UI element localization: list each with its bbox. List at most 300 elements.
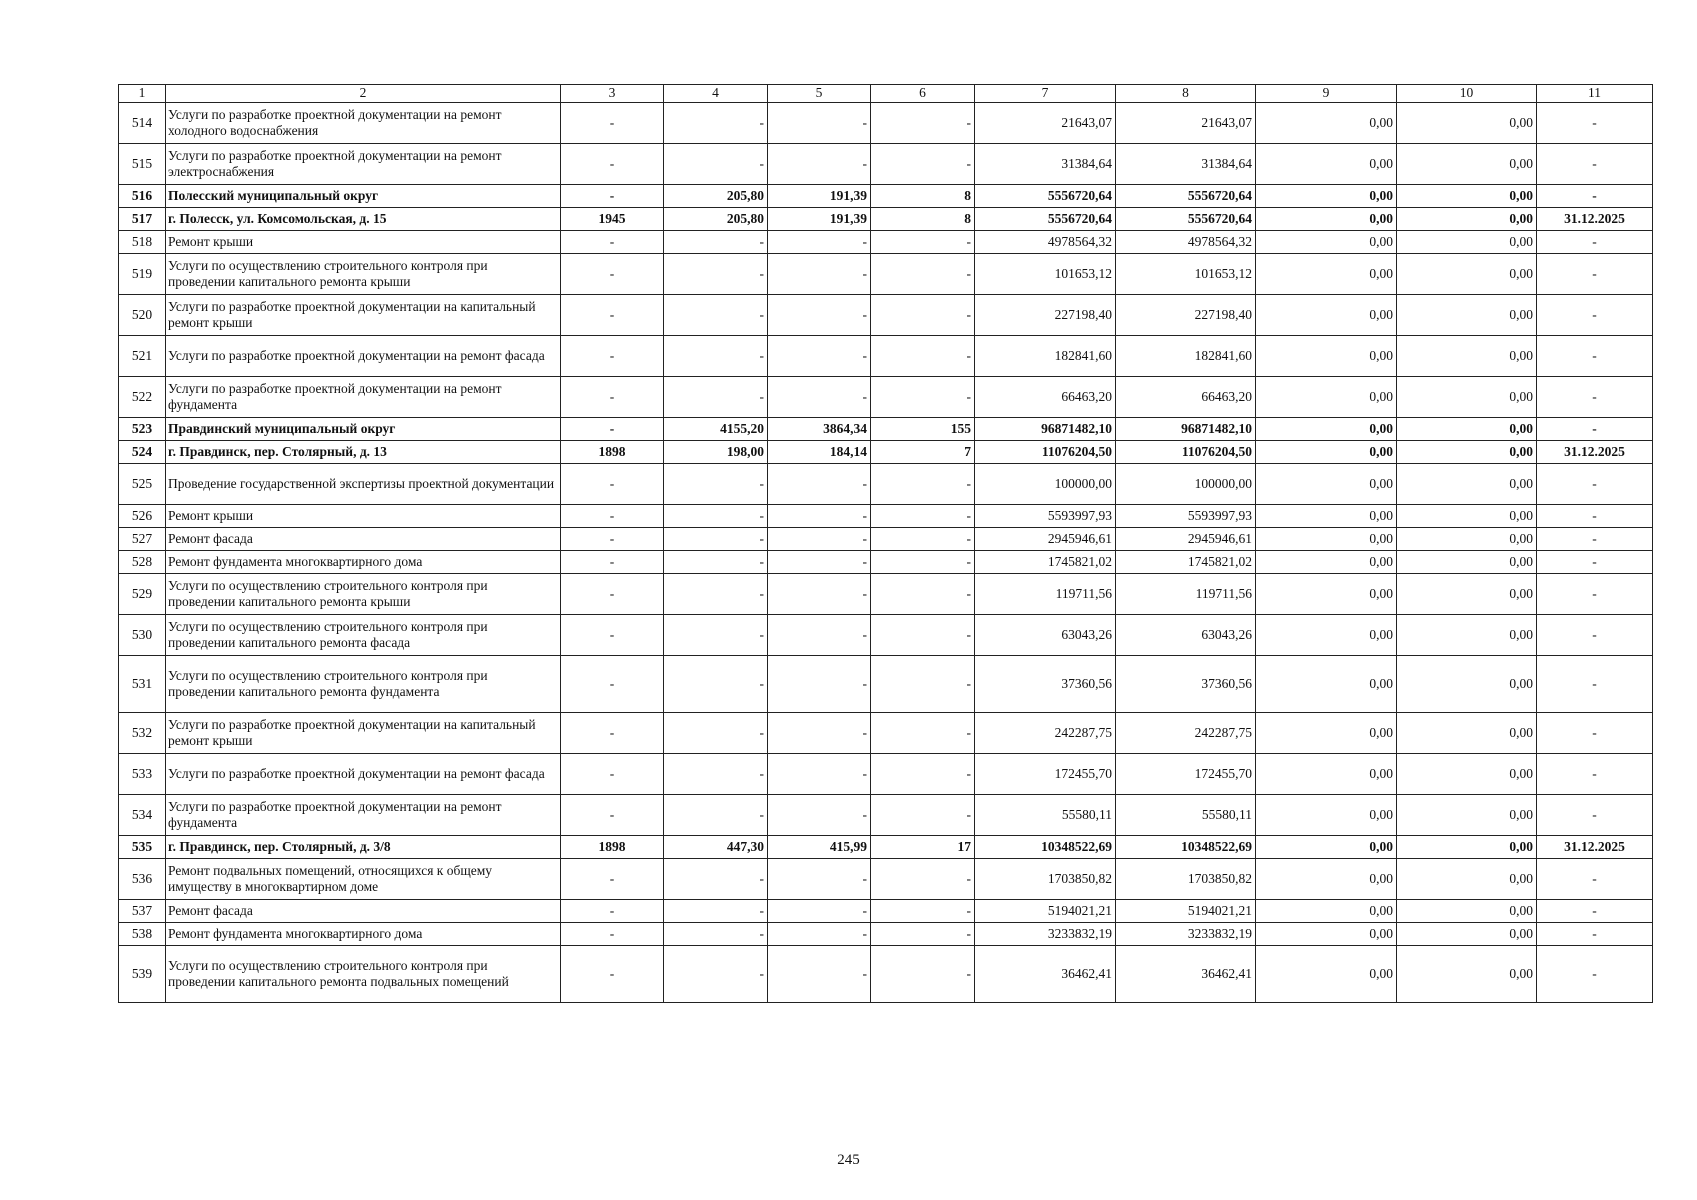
table-row [119, 144, 1653, 185]
table-row [119, 551, 1653, 574]
cell-living-area: 415,99 [768, 836, 871, 859]
cell-deadline: - [1537, 336, 1653, 377]
cell-fund-cost: 36462,41 [1116, 946, 1256, 1003]
cell-fund-cost: 63043,26 [1116, 615, 1256, 656]
cell-deadline: - [1537, 713, 1653, 754]
cell-residents: - [871, 713, 975, 754]
cell-owners-cost: 0,00 [1397, 418, 1537, 441]
cell-budget-cost: 0,00 [1256, 574, 1397, 615]
cell-total-area: - [664, 551, 768, 574]
cell-deadline: - [1537, 377, 1653, 418]
cell-residents: - [871, 859, 975, 900]
table-row [119, 185, 1653, 208]
cell-deadline: - [1537, 144, 1653, 185]
cell-work-name: г. Правдинск, пер. Столярный, д. 3/8 [166, 836, 561, 859]
cell-work-name: Услуги по разработке проектной документации на ремонт фундамента [166, 377, 561, 418]
table-row [119, 377, 1653, 418]
cell-total-cost: 101653,12 [975, 254, 1116, 295]
cell-total-cost: 182841,60 [975, 336, 1116, 377]
cell-living-area: - [768, 713, 871, 754]
cell-row-number: 535 [119, 836, 166, 859]
cell-build-year: - [561, 574, 664, 615]
cell-budget-cost: 0,00 [1256, 418, 1397, 441]
column-header-7: 7 [975, 85, 1116, 103]
cell-build-year: - [561, 713, 664, 754]
cell-residents: 17 [871, 836, 975, 859]
cell-total-area: - [664, 574, 768, 615]
cell-work-name: Полесский муниципальный округ [166, 185, 561, 208]
cell-budget-cost: 0,00 [1256, 615, 1397, 656]
cell-owners-cost: 0,00 [1397, 208, 1537, 231]
cell-residents: - [871, 574, 975, 615]
cell-living-area: - [768, 795, 871, 836]
cell-living-area: - [768, 859, 871, 900]
cell-total-area: - [664, 254, 768, 295]
cell-row-number: 536 [119, 859, 166, 900]
cell-budget-cost: 0,00 [1256, 795, 1397, 836]
cell-total-cost: 37360,56 [975, 656, 1116, 713]
column-header-6: 6 [871, 85, 975, 103]
cell-living-area: 3864,34 [768, 418, 871, 441]
cell-owners-cost: 0,00 [1397, 713, 1537, 754]
cell-budget-cost: 0,00 [1256, 336, 1397, 377]
cell-fund-cost: 5556720,64 [1116, 208, 1256, 231]
cell-residents: - [871, 505, 975, 528]
cell-deadline: - [1537, 231, 1653, 254]
cell-residents: - [871, 946, 975, 1003]
cell-build-year: - [561, 754, 664, 795]
cell-row-number: 520 [119, 295, 166, 336]
cell-row-number: 532 [119, 713, 166, 754]
cell-total-cost: 5556720,64 [975, 185, 1116, 208]
cell-row-number: 526 [119, 505, 166, 528]
cell-owners-cost: 0,00 [1397, 923, 1537, 946]
cell-total-area: - [664, 295, 768, 336]
table-row [119, 946, 1653, 1003]
cell-total-area: - [664, 923, 768, 946]
table-row [119, 574, 1653, 615]
cell-fund-cost: 37360,56 [1116, 656, 1256, 713]
cell-residents: - [871, 464, 975, 505]
cell-living-area: - [768, 574, 871, 615]
cell-total-area: - [664, 144, 768, 185]
cell-fund-cost: 31384,64 [1116, 144, 1256, 185]
cell-total-cost: 119711,56 [975, 574, 1116, 615]
cell-living-area: 191,39 [768, 208, 871, 231]
cell-build-year: - [561, 144, 664, 185]
cell-build-year: - [561, 464, 664, 505]
table-row [119, 418, 1653, 441]
cell-total-cost: 96871482,10 [975, 418, 1116, 441]
cell-living-area: - [768, 254, 871, 295]
cell-deadline: - [1537, 295, 1653, 336]
cell-owners-cost: 0,00 [1397, 754, 1537, 795]
cell-row-number: 516 [119, 185, 166, 208]
cell-living-area: - [768, 295, 871, 336]
cell-deadline: - [1537, 615, 1653, 656]
cell-work-name: Услуги по разработке проектной документации на ремонт фундамента [166, 795, 561, 836]
cell-fund-cost: 1745821,02 [1116, 551, 1256, 574]
cell-residents: - [871, 231, 975, 254]
cell-row-number: 517 [119, 208, 166, 231]
cell-fund-cost: 101653,12 [1116, 254, 1256, 295]
cell-deadline: - [1537, 254, 1653, 295]
cell-total-area: - [664, 377, 768, 418]
cell-total-cost: 31384,64 [975, 144, 1116, 185]
cell-row-number: 530 [119, 615, 166, 656]
cell-work-name: Услуги по осуществлению строительного контроля при проведении капитального ремонта фасада [166, 615, 561, 656]
cell-owners-cost: 0,00 [1397, 295, 1537, 336]
cell-row-number: 515 [119, 144, 166, 185]
cell-row-number: 534 [119, 795, 166, 836]
column-header-4: 4 [664, 85, 768, 103]
cell-build-year: - [561, 505, 664, 528]
cell-build-year: - [561, 946, 664, 1003]
cell-deadline: - [1537, 464, 1653, 505]
cell-residents: - [871, 336, 975, 377]
cell-owners-cost: 0,00 [1397, 505, 1537, 528]
cell-total-cost: 5593997,93 [975, 505, 1116, 528]
cell-total-cost: 2945946,61 [975, 528, 1116, 551]
cell-budget-cost: 0,00 [1256, 713, 1397, 754]
cell-owners-cost: 0,00 [1397, 836, 1537, 859]
cell-fund-cost: 66463,20 [1116, 377, 1256, 418]
cell-fund-cost: 100000,00 [1116, 464, 1256, 505]
cell-total-cost: 100000,00 [975, 464, 1116, 505]
cell-build-year: - [561, 254, 664, 295]
cell-total-area: - [664, 795, 768, 836]
cell-fund-cost: 21643,07 [1116, 103, 1256, 144]
cell-owners-cost: 0,00 [1397, 336, 1537, 377]
cell-fund-cost: 3233832,19 [1116, 923, 1256, 946]
cell-budget-cost: 0,00 [1256, 144, 1397, 185]
cell-deadline: - [1537, 505, 1653, 528]
cell-living-area: - [768, 754, 871, 795]
cell-total-cost: 1703850,82 [975, 859, 1116, 900]
cell-deadline: - [1537, 754, 1653, 795]
cell-total-area: 205,80 [664, 208, 768, 231]
cell-row-number: 522 [119, 377, 166, 418]
cell-fund-cost: 96871482,10 [1116, 418, 1256, 441]
cell-work-name: Услуги по разработке проектной документации на капитальный ремонт крыши [166, 713, 561, 754]
cell-residents: - [871, 103, 975, 144]
cell-fund-cost: 182841,60 [1116, 336, 1256, 377]
cell-fund-cost: 5194021,21 [1116, 900, 1256, 923]
cell-budget-cost: 0,00 [1256, 900, 1397, 923]
cell-owners-cost: 0,00 [1397, 795, 1537, 836]
cell-living-area: - [768, 946, 871, 1003]
cell-budget-cost: 0,00 [1256, 185, 1397, 208]
cell-living-area: - [768, 528, 871, 551]
cell-fund-cost: 242287,75 [1116, 713, 1256, 754]
cell-owners-cost: 0,00 [1397, 859, 1537, 900]
cell-total-area: - [664, 103, 768, 144]
table-row [119, 441, 1653, 464]
table-row [119, 295, 1653, 336]
cell-living-area: - [768, 464, 871, 505]
cell-budget-cost: 0,00 [1256, 254, 1397, 295]
cell-living-area: - [768, 231, 871, 254]
cell-total-cost: 5194021,21 [975, 900, 1116, 923]
cell-fund-cost: 172455,70 [1116, 754, 1256, 795]
cell-living-area: 184,14 [768, 441, 871, 464]
cell-budget-cost: 0,00 [1256, 656, 1397, 713]
cell-deadline: - [1537, 574, 1653, 615]
cell-build-year: - [561, 185, 664, 208]
cell-residents: 7 [871, 441, 975, 464]
cell-build-year: - [561, 923, 664, 946]
cell-residents: - [871, 551, 975, 574]
cell-owners-cost: 0,00 [1397, 441, 1537, 464]
cell-owners-cost: 0,00 [1397, 574, 1537, 615]
cell-residents: 8 [871, 185, 975, 208]
cell-total-cost: 227198,40 [975, 295, 1116, 336]
cell-living-area: - [768, 551, 871, 574]
cell-total-area: 198,00 [664, 441, 768, 464]
cell-owners-cost: 0,00 [1397, 656, 1537, 713]
cell-living-area: - [768, 900, 871, 923]
cell-budget-cost: 0,00 [1256, 836, 1397, 859]
cell-build-year: - [561, 551, 664, 574]
cell-living-area: - [768, 615, 871, 656]
cell-owners-cost: 0,00 [1397, 185, 1537, 208]
table-row [119, 859, 1653, 900]
cell-deadline: - [1537, 859, 1653, 900]
cell-deadline: 31.12.2025 [1537, 441, 1653, 464]
cell-row-number: 525 [119, 464, 166, 505]
cell-total-cost: 11076204,50 [975, 441, 1116, 464]
cell-total-cost: 1745821,02 [975, 551, 1116, 574]
cell-work-name: Услуги по осуществлению строительного контроля при проведении капитального ремонта крыши [166, 574, 561, 615]
cell-build-year: - [561, 795, 664, 836]
cell-fund-cost: 119711,56 [1116, 574, 1256, 615]
cell-fund-cost: 5593997,93 [1116, 505, 1256, 528]
cell-budget-cost: 0,00 [1256, 923, 1397, 946]
cell-deadline: 31.12.2025 [1537, 836, 1653, 859]
cell-owners-cost: 0,00 [1397, 254, 1537, 295]
cell-work-name: Ремонт фундамента многоквартирного дома [166, 551, 561, 574]
cell-total-area: - [664, 528, 768, 551]
cell-living-area: - [768, 336, 871, 377]
cell-work-name: Услуги по разработке проектной документации на ремонт фасада [166, 754, 561, 795]
cell-deadline: - [1537, 900, 1653, 923]
cell-living-area: 191,39 [768, 185, 871, 208]
table-row [119, 103, 1653, 144]
table-row [119, 836, 1653, 859]
cell-budget-cost: 0,00 [1256, 377, 1397, 418]
cell-work-name: Услуги по разработке проектной документации на ремонт холодного водоснабжения [166, 103, 561, 144]
column-header-10: 10 [1397, 85, 1537, 103]
cell-total-cost: 21643,07 [975, 103, 1116, 144]
cell-total-area: - [664, 713, 768, 754]
cell-fund-cost: 1703850,82 [1116, 859, 1256, 900]
cell-budget-cost: 0,00 [1256, 528, 1397, 551]
cell-work-name: Ремонт крыши [166, 231, 561, 254]
cell-owners-cost: 0,00 [1397, 464, 1537, 505]
cell-total-area: - [664, 464, 768, 505]
cell-fund-cost: 11076204,50 [1116, 441, 1256, 464]
table-row [119, 713, 1653, 754]
cell-total-area: - [664, 231, 768, 254]
cell-total-cost: 3233832,19 [975, 923, 1116, 946]
cell-build-year: 1945 [561, 208, 664, 231]
table-row [119, 900, 1653, 923]
cell-owners-cost: 0,00 [1397, 946, 1537, 1003]
cell-total-cost: 36462,41 [975, 946, 1116, 1003]
cell-deadline: 31.12.2025 [1537, 208, 1653, 231]
cell-budget-cost: 0,00 [1256, 441, 1397, 464]
cell-work-name: Услуги по разработке проектной документации на капитальный ремонт крыши [166, 295, 561, 336]
cell-total-area: 4155,20 [664, 418, 768, 441]
cell-total-area: - [664, 615, 768, 656]
table-row [119, 231, 1653, 254]
cell-work-name: Проведение государственной экспертизы проектной документации [166, 464, 561, 505]
column-header-1: 1 [119, 85, 166, 103]
column-header-8: 8 [1116, 85, 1256, 103]
table-row [119, 923, 1653, 946]
cell-living-area: - [768, 505, 871, 528]
cell-residents: - [871, 923, 975, 946]
cell-deadline: - [1537, 656, 1653, 713]
cell-row-number: 521 [119, 336, 166, 377]
cell-fund-cost: 10348522,69 [1116, 836, 1256, 859]
table-row [119, 208, 1653, 231]
cell-row-number: 539 [119, 946, 166, 1003]
cell-residents: - [871, 900, 975, 923]
cell-budget-cost: 0,00 [1256, 859, 1397, 900]
cell-residents: - [871, 615, 975, 656]
cell-work-name: Услуги по осуществлению строительного контроля при проведении капитального ремонта фундамента [166, 656, 561, 713]
cell-total-cost: 4978564,32 [975, 231, 1116, 254]
table-body [119, 103, 1653, 1003]
cell-total-area: - [664, 900, 768, 923]
cell-total-area: - [664, 505, 768, 528]
cell-row-number: 519 [119, 254, 166, 295]
cell-budget-cost: 0,00 [1256, 103, 1397, 144]
cell-residents: - [871, 254, 975, 295]
cell-owners-cost: 0,00 [1397, 231, 1537, 254]
cell-living-area: - [768, 144, 871, 185]
cell-total-cost: 63043,26 [975, 615, 1116, 656]
cell-deadline: - [1537, 795, 1653, 836]
cell-living-area: - [768, 656, 871, 713]
column-header-11: 11 [1537, 85, 1653, 103]
cell-work-name: Услуги по разработке проектной документации на ремонт электроснабжения [166, 144, 561, 185]
table-row [119, 615, 1653, 656]
cell-budget-cost: 0,00 [1256, 464, 1397, 505]
cell-residents: - [871, 144, 975, 185]
cell-fund-cost: 227198,40 [1116, 295, 1256, 336]
cell-row-number: 514 [119, 103, 166, 144]
cell-build-year: - [561, 103, 664, 144]
cell-fund-cost: 55580,11 [1116, 795, 1256, 836]
cell-living-area: - [768, 377, 871, 418]
cell-budget-cost: 0,00 [1256, 946, 1397, 1003]
cell-owners-cost: 0,00 [1397, 900, 1537, 923]
table-row [119, 505, 1653, 528]
cell-row-number: 531 [119, 656, 166, 713]
cell-build-year: - [561, 528, 664, 551]
column-header-9: 9 [1256, 85, 1397, 103]
cell-owners-cost: 0,00 [1397, 528, 1537, 551]
table-header-row [119, 85, 1653, 103]
cell-owners-cost: 0,00 [1397, 103, 1537, 144]
cell-build-year: - [561, 900, 664, 923]
cell-row-number: 518 [119, 231, 166, 254]
cell-fund-cost: 4978564,32 [1116, 231, 1256, 254]
cell-total-cost: 172455,70 [975, 754, 1116, 795]
cell-work-name: Ремонт фундамента многоквартирного дома [166, 923, 561, 946]
cell-residents: - [871, 295, 975, 336]
cell-residents: - [871, 795, 975, 836]
cell-row-number: 528 [119, 551, 166, 574]
cell-build-year: - [561, 231, 664, 254]
cell-budget-cost: 0,00 [1256, 551, 1397, 574]
cell-build-year: 1898 [561, 836, 664, 859]
cell-residents: 8 [871, 208, 975, 231]
cell-work-name: г. Правдинск, пер. Столярный, д. 13 [166, 441, 561, 464]
cell-build-year: - [561, 859, 664, 900]
table-row [119, 336, 1653, 377]
cell-work-name: Услуги по осуществлению строительного контроля при проведении капитального ремонта крыши [166, 254, 561, 295]
cell-total-area: - [664, 754, 768, 795]
cell-deadline: - [1537, 946, 1653, 1003]
cell-build-year: - [561, 615, 664, 656]
cell-row-number: 538 [119, 923, 166, 946]
cell-living-area: - [768, 103, 871, 144]
cell-build-year: 1898 [561, 441, 664, 464]
cell-owners-cost: 0,00 [1397, 377, 1537, 418]
cell-owners-cost: 0,00 [1397, 551, 1537, 574]
cell-build-year: - [561, 418, 664, 441]
column-header-2: 2 [166, 85, 561, 103]
cell-row-number: 523 [119, 418, 166, 441]
cell-work-name: Ремонт фасада [166, 900, 561, 923]
cell-deadline: - [1537, 103, 1653, 144]
table-row [119, 795, 1653, 836]
cell-build-year: - [561, 336, 664, 377]
cell-budget-cost: 0,00 [1256, 505, 1397, 528]
table-row [119, 254, 1653, 295]
cell-total-area: - [664, 859, 768, 900]
cell-residents: 155 [871, 418, 975, 441]
cell-deadline: - [1537, 551, 1653, 574]
page-number: 245 [837, 1152, 860, 1168]
cell-total-area: - [664, 656, 768, 713]
cell-deadline: - [1537, 185, 1653, 208]
cell-work-name: г. Полесск, ул. Комсомольская, д. 15 [166, 208, 561, 231]
cell-work-name: Правдинский муниципальный округ [166, 418, 561, 441]
cell-row-number: 524 [119, 441, 166, 464]
column-header-3: 3 [561, 85, 664, 103]
cell-row-number: 533 [119, 754, 166, 795]
cell-budget-cost: 0,00 [1256, 754, 1397, 795]
cell-total-cost: 10348522,69 [975, 836, 1116, 859]
cell-budget-cost: 0,00 [1256, 231, 1397, 254]
cell-residents: - [871, 656, 975, 713]
table-row [119, 528, 1653, 551]
cell-row-number: 529 [119, 574, 166, 615]
cell-total-cost: 66463,20 [975, 377, 1116, 418]
cell-row-number: 527 [119, 528, 166, 551]
cell-total-area: - [664, 336, 768, 377]
cell-build-year: - [561, 656, 664, 713]
cell-work-name: Ремонт фасада [166, 528, 561, 551]
cell-fund-cost: 5556720,64 [1116, 185, 1256, 208]
cell-residents: - [871, 528, 975, 551]
cell-deadline: - [1537, 923, 1653, 946]
cell-total-cost: 5556720,64 [975, 208, 1116, 231]
